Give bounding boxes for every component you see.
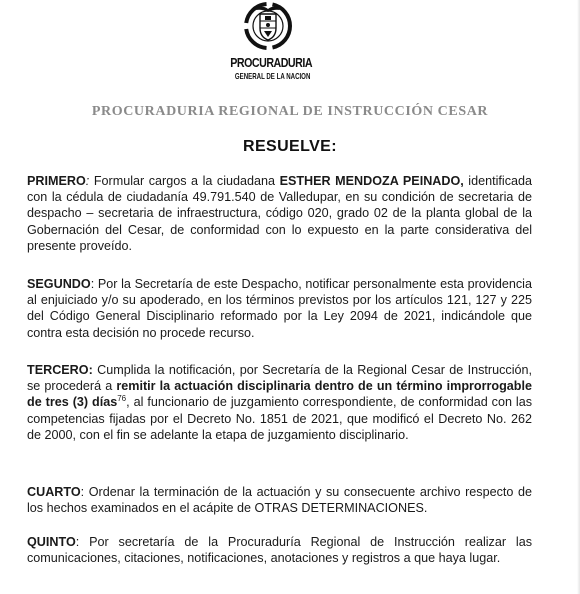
paragraph-text: : Por secretaría de la Procuraduría Regional de Instrucción realizar las comunicaciones, citaciones, notificaciones, anotaciones y registros a que haya lugar. — [27, 535, 532, 566]
paragraph-tercero — [27, 362, 532, 443]
paragraph-label: CUARTO — [27, 485, 81, 499]
paragraph-text: , al funcionario de juzgamiento correspondiente, de conformidad con las competencias fijadas por el Decreto No. 1851 de 2021, que modificó el Decreto No. 262 de 2000, con el fin se adelante la etapa de juzgamiento disciplinario. — [27, 395, 532, 442]
paragraph-segundo — [27, 276, 532, 341]
procuraduria-crest-icon — [238, 0, 298, 56]
paragraph-label: TERCERO: — [27, 363, 93, 377]
logo-name: PROCURADURIA — [230, 55, 313, 70]
paragraph-cuarto — [27, 484, 532, 516]
paragraph-quinto — [27, 534, 532, 566]
emphasis-text: remitir la actuación disciplinaria dentro de un término improrrogable de tres (3) días — [27, 379, 532, 410]
footnote-marker: 76 — [117, 394, 127, 404]
paragraph-label: PRIMERO — [27, 174, 86, 188]
paragraph-text: : Ordenar la terminación de la actuación y su consecuente archivo respecto de los hechos examinados en el acápite de OTRAS DETERMINACIONES. — [27, 485, 532, 516]
paragraph-text: : Por la Secretaría de este Despacho, notificar personalmente esta providencia al enjuiciado y/o su apoderado, en los términos previstos por los artículos 121, 127 y 225 del Código General Disciplinario reformado por la Ley 2094 de 2021, indicándole que contra esta decisión no procede recurso. — [27, 277, 532, 340]
paragraph-text: identificada con la cédula de ciudadanía 49.791.540 de Valledupar, en su condición de secretaria de despacho – secretaria de infraestructura, código 020, grado 02 de la planta global de la Gobernación del Cesar, de conformidad con lo expuesto en la parte considerativa del presente proveído. — [27, 174, 533, 253]
resolution-title: RESUELVE: — [243, 138, 337, 155]
accused-name: ESTHER MENDOZA PEINADO, — [279, 174, 464, 188]
paragraph-label: SEGUNDO — [27, 277, 91, 291]
paragraph-primero — [27, 173, 532, 254]
label-separator: : — [85, 174, 94, 188]
logo-subtitle: GENERAL DE LA NACION — [234, 71, 311, 81]
procuraduria-logo — [222, 0, 314, 88]
office-heading: PROCURADURIA REGIONAL DE INSTRUCCIÓN CESAR — [91, 104, 489, 119]
paragraph-text: Cumplida la notificación, por Secretaría de la Regional Cesar de Instrucción, se procederá a — [27, 363, 532, 394]
paragraph-label: QUINTO — [27, 535, 76, 549]
paragraph-text: Formular cargos a la ciudadana — [93, 174, 280, 188]
